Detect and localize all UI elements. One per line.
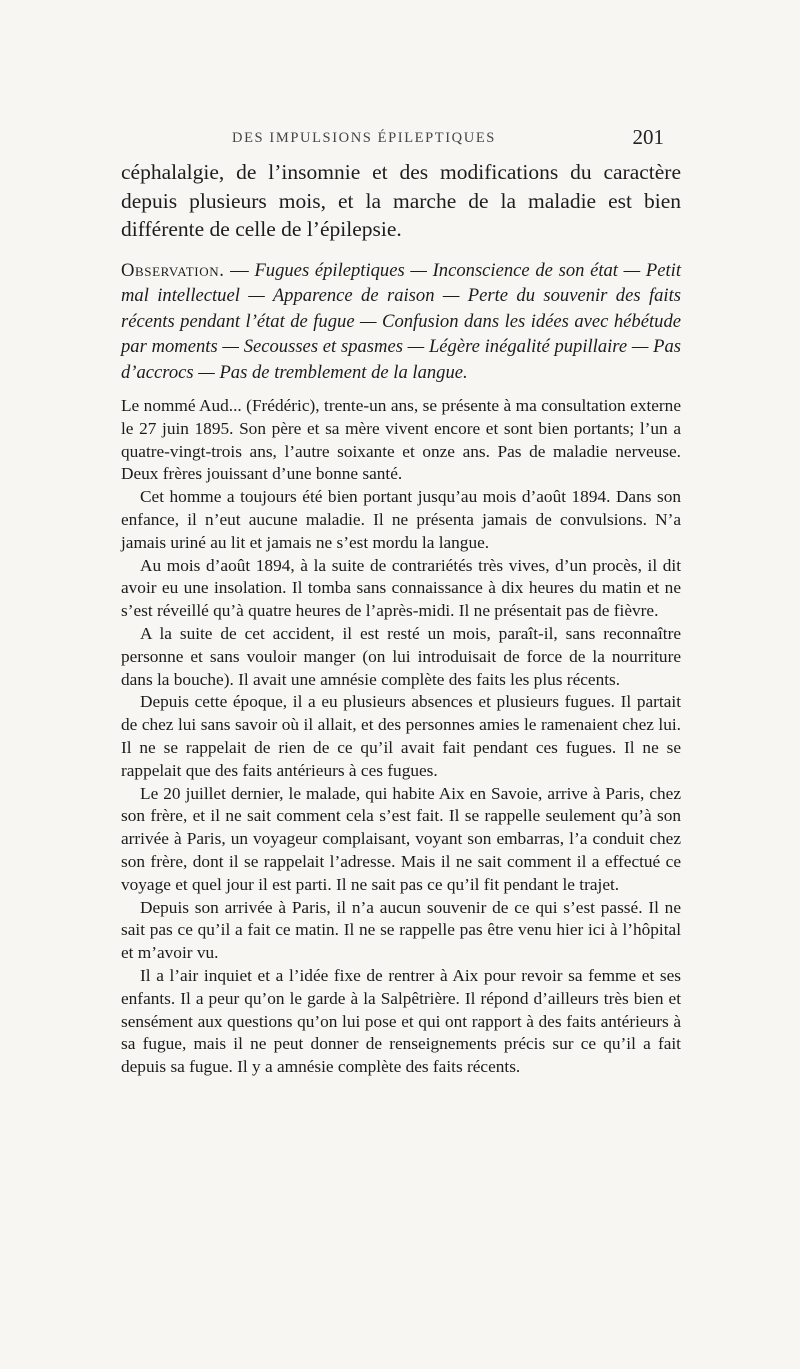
running-title: DES IMPULSIONS ÉPILEPTIQUES [232, 130, 496, 146]
observation-summary: Fugues épileptiques — Inconscience de son état — Petit mal intellectuel — Apparence de raison — Perte du souvenir des faits récents pendant l’état de fugue — Confusion dans les idées avec hébétude par moments — Secousses et spasmes — Légère inégalité pupillaire — Pas d’accrocs — Pas de tremblement de la langue. [121, 259, 681, 383]
continuation-paragraph: céphalalgie, de l’insomnie et des modifications du caractère depuis plusieurs mois, et la marche de la maladie est bien différente de celle de l’épilepsie. [121, 160, 681, 241]
case-paragraph-6: Le 20 juillet dernier, le malade, qui habite Aix en Savoie, arrive à Paris, chez son frère, et il ne sait comment cela s’est fait. Il se rappelle seulement qu’à son arrivée à Paris, un voyageur complaisant, voyant son embarras, l’a conduit chez son frère, dont il se rappelait l’adresse. Mais il ne sait comment il a effectué ce voyage et quel jour il est parti. Il ne sait pas ce qu’il fit pendant le trajet. [121, 783, 681, 894]
case-paragraph-1: Le nommé Aud... (Frédéric), trente-un ans, se présente à ma consultation externe le 27 juin 1895. Son père et sa mère vivent encore et sont bien portants; l’un a quatre-vingt-trois ans, l’autre soixante et onze ans. Pas de maladie nerveuse. Deux frères jouissant d’une bonne santé. [121, 396, 681, 484]
running-header [232, 125, 664, 152]
observation-label: Observation. [121, 259, 225, 281]
body-text [121, 158, 681, 1079]
case-paragraph-2: Cet homme a toujours été bien portant jusqu’au mois d’août 1894. Dans son enfance, il n’eut aucune maladie. Il ne présenta jamais de convulsions. N’a jamais uriné au lit et jamais ne s’est mordu la langue. [121, 487, 681, 552]
case-paragraph-5: Depuis cette époque, il a eu plusieurs absences et plusieurs fugues. Il partait de chez lui sans savoir où il allait, et des personnes amies le ramenaient chez lui. Il ne se rappelait de rien de ce qu’il avait fait pendant ces fugues. Il ne se rappelait que des faits antérieurs à ces fugues. [121, 692, 681, 780]
case-paragraph-7: Depuis son arrivée à Paris, il n’a aucun souvenir de ce qui s’est passé. Il ne sait pas ce qu’il a fait ce matin. Il ne se rappelle pas être venu hier ici à l’hôpital et m’avoir vu. [121, 897, 681, 963]
case-paragraph-8: Il a l’air inquiet et a l’idée fixe de rentrer à Aix pour revoir sa femme et ses enfants. Il a peur qu’on le garde à la Salpêtrière. Il répond d’ailleurs très bien et sensément aux questions qu’on lui pose et qui ont rapport à des faits antérieurs à sa fugue, mais il ne peut donner de renseignements précis sur ce qu’il a fait depuis sa fugue. Il y a amnésie complète des faits récents. [121, 965, 681, 1077]
case-paragraph-3: Au mois d’août 1894, à la suite de contrariétés très vives, d’un procès, il dit avoir eu une insolation. Il tomba sans connaissance à dix heures du matin et ne s’est réveillé qu’à quatre heures de l’après-midi. Il ne présentait pas de fièvre. [121, 555, 681, 621]
observation-heading [121, 258, 681, 386]
page-number: 201 [632, 125, 664, 149]
case-paragraph-4: A la suite de cet accident, il est resté un mois, paraît-il, sans reconnaître personne et sans vouloir manger (on lui introduisait de force de la nourriture dans la bouche). Il avait une amnésie complète des faits les plus récents. [121, 623, 681, 689]
observation-dash: — [224, 259, 255, 281]
